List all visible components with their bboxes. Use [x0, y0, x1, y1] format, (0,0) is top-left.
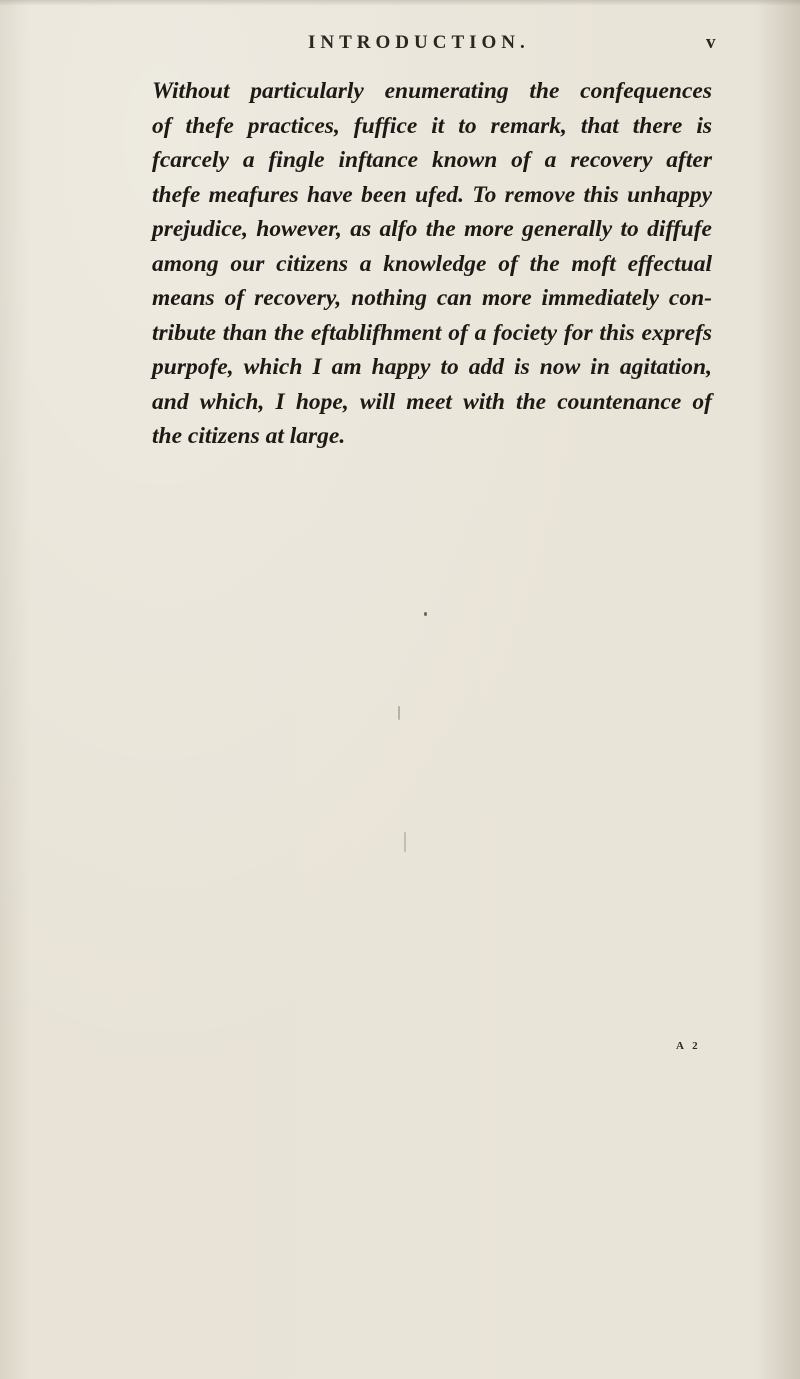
text-line: the citizens at large.	[152, 423, 346, 449]
text-line: Without particularly enumerating the confequences	[152, 78, 712, 104]
running-title: INTRODUCTION.	[308, 32, 530, 53]
page-edge-shadow	[752, 0, 800, 1379]
paper-speck	[404, 832, 406, 852]
page-number: v	[706, 32, 716, 53]
page-top-shadow	[0, 0, 800, 6]
text-line: among our citizens a knowledge of the moft effectual	[152, 250, 712, 277]
text-line: purpofe, which I am happy to add is now in agitation,	[152, 354, 712, 380]
text-line: thefe meafures have been ufed. To remove this unhappy	[152, 181, 712, 208]
page-header	[0, 30, 800, 60]
paper-speck	[424, 612, 427, 616]
text-line: and which, I hope, will meet with the countenance of	[152, 388, 712, 415]
text-line: of thefe practices, fuffice it to remark, that there is	[152, 112, 712, 139]
text-line: prejudice, however, as alfo the more generally to diffufe	[152, 216, 712, 242]
signature-mark: A 2	[676, 1040, 701, 1052]
paper-speck	[398, 706, 400, 720]
text-line: means of recovery, nothing can more immediately con-	[152, 285, 712, 311]
body-paragraph	[152, 74, 712, 454]
text-line: fcarcely a fingle inftance known of a recovery after	[152, 147, 712, 173]
text-line: tribute than the eftablifhment of a fociety for this exprefs	[152, 319, 712, 346]
